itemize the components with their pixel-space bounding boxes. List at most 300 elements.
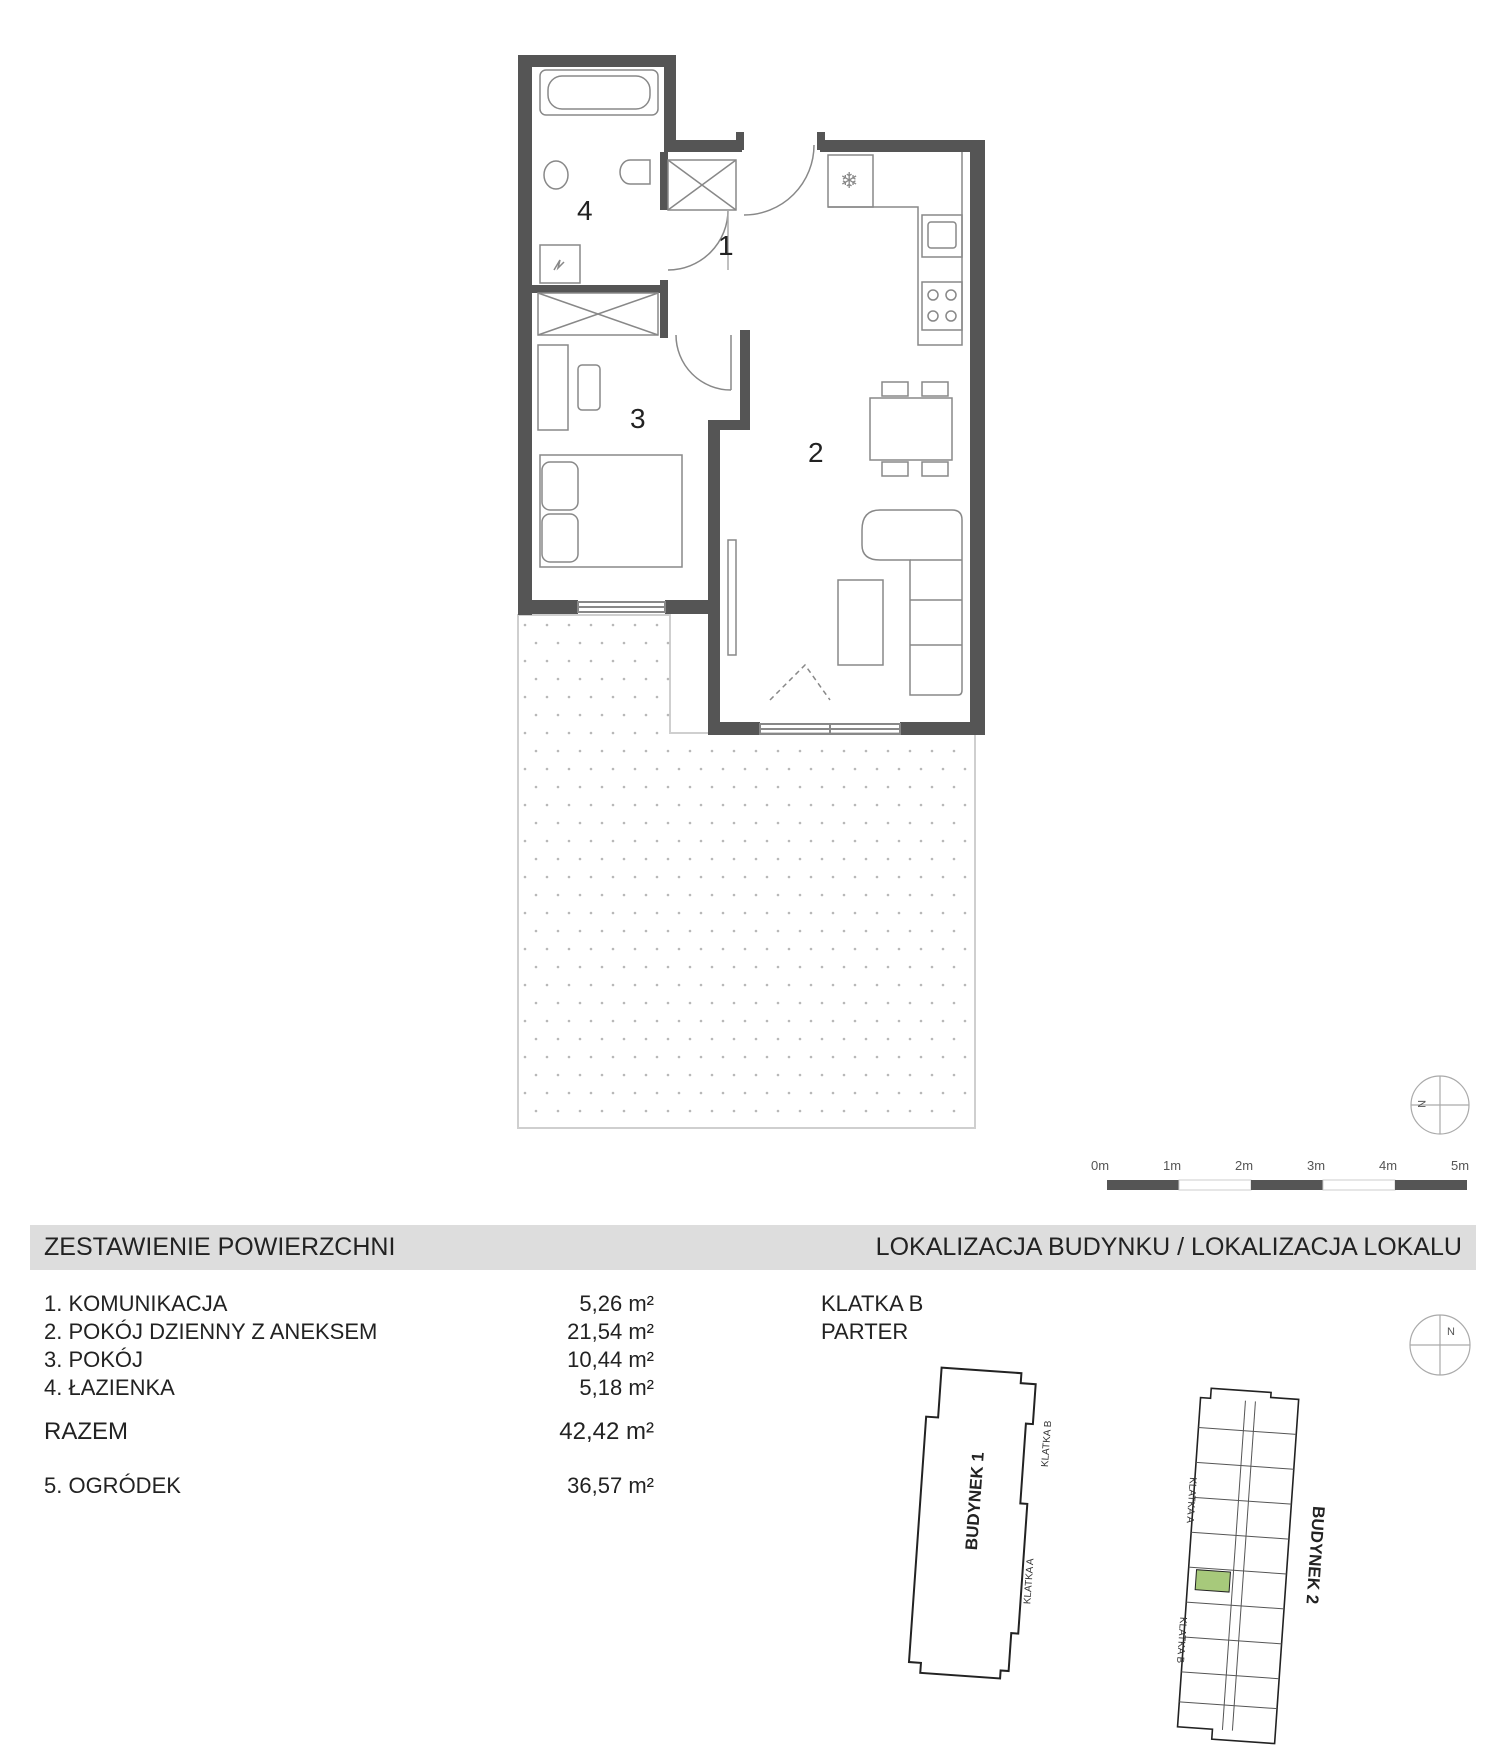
garden-dot xyxy=(887,1038,890,1041)
garden-dot xyxy=(568,1056,571,1059)
garden-dot xyxy=(931,894,934,897)
garden-dot xyxy=(667,822,670,825)
garden-dot xyxy=(601,1002,604,1005)
area-row xyxy=(44,1346,654,1374)
garden-dot xyxy=(612,912,615,915)
garden-dot xyxy=(579,966,582,969)
garden-dot xyxy=(546,984,549,987)
garden-dot xyxy=(634,876,637,879)
garden-dot xyxy=(920,804,923,807)
scale-label: 3m xyxy=(1307,1158,1326,1173)
garden-dot xyxy=(546,768,549,771)
garden-dot xyxy=(876,1092,879,1095)
building-2 xyxy=(1169,1387,1336,1746)
garden-dot xyxy=(711,750,714,753)
compass-icon xyxy=(1410,1315,1470,1375)
garden-dot xyxy=(865,1002,868,1005)
garden-dot xyxy=(755,930,758,933)
garden-dot xyxy=(810,984,813,987)
garden-dot xyxy=(667,930,670,933)
garden-dot xyxy=(832,804,835,807)
garden-dot xyxy=(766,1020,769,1023)
garden-dot xyxy=(832,984,835,987)
garden-dot xyxy=(524,804,527,807)
garden-dot xyxy=(920,948,923,951)
garden-dot xyxy=(953,966,956,969)
garden-dot xyxy=(535,714,538,717)
garden-area-value: 36,57 m² xyxy=(567,1473,654,1498)
garden-dot xyxy=(535,858,538,861)
garden-dot xyxy=(799,1002,802,1005)
garden-dot xyxy=(898,804,901,807)
garden-dot xyxy=(854,876,857,879)
garden-dot xyxy=(546,1020,549,1023)
garden-dot xyxy=(755,1074,758,1077)
garden-dot xyxy=(777,1074,780,1077)
area-row xyxy=(44,1290,654,1318)
garden-dot xyxy=(964,840,967,843)
garden-dot xyxy=(777,1110,780,1113)
garden-dot xyxy=(766,804,769,807)
garden-dot xyxy=(799,966,802,969)
garden-dot xyxy=(689,1110,692,1113)
klatka-b-label: KLATKA B xyxy=(1173,1616,1189,1664)
garden-dot xyxy=(535,642,538,645)
garden-dot xyxy=(865,1074,868,1077)
garden-dot xyxy=(733,786,736,789)
garden-dot xyxy=(744,1092,747,1095)
garden-dot xyxy=(755,1002,758,1005)
garden-dot xyxy=(656,804,659,807)
garden-dot xyxy=(524,840,527,843)
garden-dot xyxy=(744,876,747,879)
garden-dot xyxy=(942,768,945,771)
garden-dot xyxy=(821,858,824,861)
area-summary xyxy=(44,1290,654,1500)
klatka-a-label: KLATKA A xyxy=(1183,1476,1198,1524)
garden-dot xyxy=(689,822,692,825)
garden-dot xyxy=(579,894,582,897)
garden-dot xyxy=(557,1038,560,1041)
garden-dot xyxy=(865,894,868,897)
garden-dot xyxy=(810,948,813,951)
garden-dot xyxy=(601,822,604,825)
garden-dot xyxy=(920,1020,923,1023)
garden-dot xyxy=(964,984,967,987)
garden-dot xyxy=(876,804,879,807)
garden-dot xyxy=(634,912,637,915)
garden-dot xyxy=(711,1002,714,1005)
room-area: 5,26 m² xyxy=(579,1291,654,1316)
garden-dot xyxy=(810,912,813,915)
garden-dot xyxy=(612,1092,615,1095)
scale-label: 0m xyxy=(1091,1158,1110,1173)
summary-title: ZESTAWIENIE POWIERZCHNI xyxy=(44,1233,396,1261)
garden-dot xyxy=(733,1038,736,1041)
garden-dot xyxy=(733,1074,736,1077)
garden-dot xyxy=(777,822,780,825)
garden-dot xyxy=(821,1074,824,1077)
garden-dot xyxy=(766,1092,769,1095)
garden-dot xyxy=(590,732,593,735)
garden-dot xyxy=(722,984,725,987)
garden-dot xyxy=(755,1038,758,1041)
garden-dot xyxy=(579,1074,582,1077)
garden-dot xyxy=(623,858,626,861)
garden-dot xyxy=(711,1110,714,1113)
garden-dot xyxy=(557,714,560,717)
garden-dot xyxy=(843,750,846,753)
garden-dot xyxy=(623,894,626,897)
garden-dot xyxy=(942,1092,945,1095)
garden-dot xyxy=(854,948,857,951)
garden-dot xyxy=(920,912,923,915)
garden-dot xyxy=(601,750,604,753)
garden-dot xyxy=(766,1056,769,1059)
garden-dot xyxy=(964,768,967,771)
svg-text:N: N xyxy=(1447,1326,1455,1338)
garden-dot xyxy=(546,876,549,879)
garden-dot xyxy=(854,912,857,915)
garden-dot xyxy=(854,984,857,987)
garden-dot xyxy=(524,984,527,987)
garden-dot xyxy=(612,1020,615,1023)
garden-dot xyxy=(898,876,901,879)
garden-dot xyxy=(557,822,560,825)
garden-dot xyxy=(601,894,604,897)
garden-dot xyxy=(535,1038,538,1041)
garden-dot xyxy=(964,948,967,951)
garden-dot xyxy=(964,876,967,879)
garden-dot xyxy=(535,1110,538,1113)
garden-dot xyxy=(755,750,758,753)
chair-icon xyxy=(578,365,600,410)
garden-dot xyxy=(678,876,681,879)
garden-dot xyxy=(535,1074,538,1077)
garden-dot xyxy=(799,930,802,933)
garden-dot xyxy=(876,840,879,843)
garden-dot xyxy=(810,1020,813,1023)
garden-dot xyxy=(634,624,637,627)
garden-dot xyxy=(535,894,538,897)
garden-dot xyxy=(612,876,615,879)
garden-dot xyxy=(799,822,802,825)
garden-dot xyxy=(689,894,692,897)
scale-segment xyxy=(1395,1180,1467,1190)
garden-dot xyxy=(634,732,637,735)
garden-dot xyxy=(568,876,571,879)
garden-dot xyxy=(667,1110,670,1113)
garden-dot xyxy=(623,822,626,825)
garden-dot xyxy=(546,1092,549,1095)
garden-dot xyxy=(623,966,626,969)
site-plan xyxy=(900,1300,1480,1760)
garden-dot xyxy=(854,768,857,771)
garden-dot xyxy=(942,804,945,807)
garden-dot xyxy=(678,804,681,807)
garden-dot xyxy=(557,1074,560,1077)
garden-dot xyxy=(854,804,857,807)
garden-dot xyxy=(854,1056,857,1059)
garden-dot xyxy=(557,930,560,933)
garden-dot xyxy=(909,786,912,789)
garden-dot xyxy=(601,642,604,645)
garden-dot xyxy=(678,948,681,951)
dining-table-icon xyxy=(870,398,952,460)
garden-dot xyxy=(810,876,813,879)
garden-dot xyxy=(843,930,846,933)
scale-label: 1m xyxy=(1163,1158,1182,1173)
garden-dot xyxy=(832,876,835,879)
garden-dot xyxy=(887,1110,890,1113)
room-name: 4. ŁAZIENKA xyxy=(44,1375,175,1400)
garden-dot xyxy=(953,1038,956,1041)
garden-dot xyxy=(766,768,769,771)
garden-dot xyxy=(733,1110,736,1113)
garden-dot xyxy=(645,1074,648,1077)
bathroom-fixtures xyxy=(540,70,814,283)
area-row xyxy=(44,1374,654,1402)
garden-dot xyxy=(667,678,670,681)
garden-dot xyxy=(909,1002,912,1005)
garden-dot xyxy=(579,822,582,825)
garden-dot xyxy=(700,804,703,807)
garden-dot xyxy=(887,786,890,789)
garden-dot xyxy=(920,1092,923,1095)
garden-dot xyxy=(821,966,824,969)
area-row xyxy=(44,1318,654,1346)
garden-dot xyxy=(601,678,604,681)
garden-dot xyxy=(667,714,670,717)
garden-dot xyxy=(557,894,560,897)
garden-dot xyxy=(722,1056,725,1059)
garden-dot xyxy=(568,804,571,807)
garden-dot xyxy=(656,1056,659,1059)
garden-dot xyxy=(810,768,813,771)
garden-dot xyxy=(524,912,527,915)
garden-dot xyxy=(942,876,945,879)
garden-dot xyxy=(876,984,879,987)
garden-dot xyxy=(689,1038,692,1041)
garden-dot xyxy=(590,624,593,627)
garden-dot xyxy=(799,1074,802,1077)
garden-dot xyxy=(744,804,747,807)
garden-dot xyxy=(645,966,648,969)
garden-dot xyxy=(887,750,890,753)
garden-dot xyxy=(876,876,879,879)
garden-dot xyxy=(535,750,538,753)
garden-dot xyxy=(546,948,549,951)
garden-dot xyxy=(590,984,593,987)
total-label: RAZEM xyxy=(44,1418,128,1445)
garden-dot xyxy=(678,912,681,915)
garden-dot xyxy=(634,1056,637,1059)
garden-dot xyxy=(579,750,582,753)
garden-dot xyxy=(634,660,637,663)
garden-dot xyxy=(711,966,714,969)
garden-dot xyxy=(898,768,901,771)
garden-dot xyxy=(733,858,736,861)
garden-dot xyxy=(656,732,659,735)
garden-dot xyxy=(953,858,956,861)
garden-dot xyxy=(612,696,615,699)
sofa-icon xyxy=(862,510,962,695)
room-label-3: 3 xyxy=(630,403,646,434)
garden-dot xyxy=(920,984,923,987)
garden-dot xyxy=(898,1020,901,1023)
garden-dot xyxy=(623,642,626,645)
garden-dot xyxy=(788,876,791,879)
garden-dot xyxy=(722,912,725,915)
garden-dot xyxy=(777,930,780,933)
svg-text:❄: ❄ xyxy=(840,168,859,193)
garden-dot xyxy=(656,840,659,843)
garden-dot xyxy=(590,840,593,843)
washbasin-icon xyxy=(544,161,568,189)
garden-dot xyxy=(524,768,527,771)
garden-dot xyxy=(766,876,769,879)
garden-dot xyxy=(854,840,857,843)
garden-dot xyxy=(601,1110,604,1113)
building-1-label: BUDYNEK 1 xyxy=(961,1451,988,1551)
klatka-b-label: KLATKA B xyxy=(1039,1420,1055,1468)
garden-dot xyxy=(546,840,549,843)
garden-dot xyxy=(634,840,637,843)
garden-dot xyxy=(546,696,549,699)
garden-dot xyxy=(667,786,670,789)
garden-dot xyxy=(777,858,780,861)
garden-dot xyxy=(667,642,670,645)
garden-dot xyxy=(821,750,824,753)
desk-icon xyxy=(538,345,568,430)
garden-dot xyxy=(568,696,571,699)
garden-dot xyxy=(942,948,945,951)
garden-dot xyxy=(557,642,560,645)
garden-dot xyxy=(535,930,538,933)
garden-dot xyxy=(678,840,681,843)
garden-dot xyxy=(909,1038,912,1041)
garden-dot xyxy=(546,804,549,807)
garden-dot xyxy=(634,984,637,987)
garden-dot xyxy=(843,1074,846,1077)
garden-dot xyxy=(843,822,846,825)
garden-dot xyxy=(656,696,659,699)
garden-dot xyxy=(766,948,769,951)
garden-dot xyxy=(876,1020,879,1023)
garden-dot xyxy=(953,1074,956,1077)
garden-dot xyxy=(568,948,571,951)
garden-dot xyxy=(645,1110,648,1113)
garden-dot xyxy=(601,786,604,789)
garden-dot xyxy=(799,1038,802,1041)
garden-dot xyxy=(678,1056,681,1059)
garden-dot xyxy=(700,876,703,879)
garden-dot xyxy=(920,768,923,771)
garden-dot xyxy=(832,1056,835,1059)
garden-dot xyxy=(832,768,835,771)
garden-dot xyxy=(909,1110,912,1113)
garden-dot xyxy=(557,858,560,861)
garden-dot xyxy=(678,984,681,987)
garden-dot xyxy=(524,696,527,699)
garden-dot xyxy=(524,732,527,735)
garden-dot xyxy=(931,1074,934,1077)
garden-dot xyxy=(546,1056,549,1059)
garden-dot xyxy=(832,912,835,915)
garden-dot xyxy=(634,804,637,807)
garden-dot xyxy=(579,930,582,933)
garden-dot xyxy=(656,984,659,987)
garden-dot xyxy=(700,840,703,843)
garden-dot xyxy=(568,1092,571,1095)
garden-dot xyxy=(832,1020,835,1023)
garden-dot xyxy=(590,876,593,879)
garden-dot xyxy=(788,1020,791,1023)
garden-dot xyxy=(843,1110,846,1113)
scale-segment xyxy=(1179,1180,1251,1190)
garden-dot xyxy=(579,858,582,861)
scale-segment xyxy=(1107,1180,1179,1190)
garden-dot xyxy=(733,894,736,897)
garden-dot xyxy=(645,858,648,861)
garden-dot xyxy=(634,696,637,699)
garden-dot xyxy=(843,786,846,789)
compass-icon xyxy=(1411,1076,1469,1134)
garden-dot xyxy=(898,948,901,951)
garden-dot xyxy=(832,840,835,843)
garden-dot xyxy=(744,768,747,771)
garden-dot xyxy=(821,1038,824,1041)
garden-dot xyxy=(788,912,791,915)
garden-dot xyxy=(568,984,571,987)
garden-dot xyxy=(535,1002,538,1005)
garden-dot xyxy=(777,894,780,897)
garden-dot xyxy=(601,930,604,933)
garden-dot xyxy=(579,642,582,645)
garden-dot xyxy=(612,984,615,987)
garden-dot xyxy=(821,786,824,789)
garden-dot xyxy=(942,912,945,915)
garden-dot xyxy=(645,930,648,933)
garden-dot xyxy=(711,1038,714,1041)
garden-dot xyxy=(568,732,571,735)
garden-dot xyxy=(667,1074,670,1077)
garden-dot xyxy=(788,948,791,951)
garden-dot xyxy=(656,624,659,627)
garden-dot xyxy=(887,858,890,861)
garden-dot xyxy=(865,822,868,825)
garden-dot xyxy=(645,786,648,789)
bed-icon xyxy=(540,455,682,567)
garden-dot xyxy=(788,768,791,771)
garden-dot xyxy=(931,1002,934,1005)
garden-dot xyxy=(788,1092,791,1095)
door-arc xyxy=(744,145,814,215)
garden-dot xyxy=(623,714,626,717)
garden-dot xyxy=(568,912,571,915)
garden-dot xyxy=(634,1092,637,1095)
garden-dot xyxy=(821,894,824,897)
garden-dot xyxy=(601,858,604,861)
garden-dot xyxy=(755,858,758,861)
toilet-icon xyxy=(620,160,650,184)
garden-dot xyxy=(700,1020,703,1023)
garden-dot xyxy=(744,1056,747,1059)
garden-dot xyxy=(810,840,813,843)
garden-dot xyxy=(832,948,835,951)
garden-dot xyxy=(601,1038,604,1041)
garden-dot xyxy=(964,1056,967,1059)
